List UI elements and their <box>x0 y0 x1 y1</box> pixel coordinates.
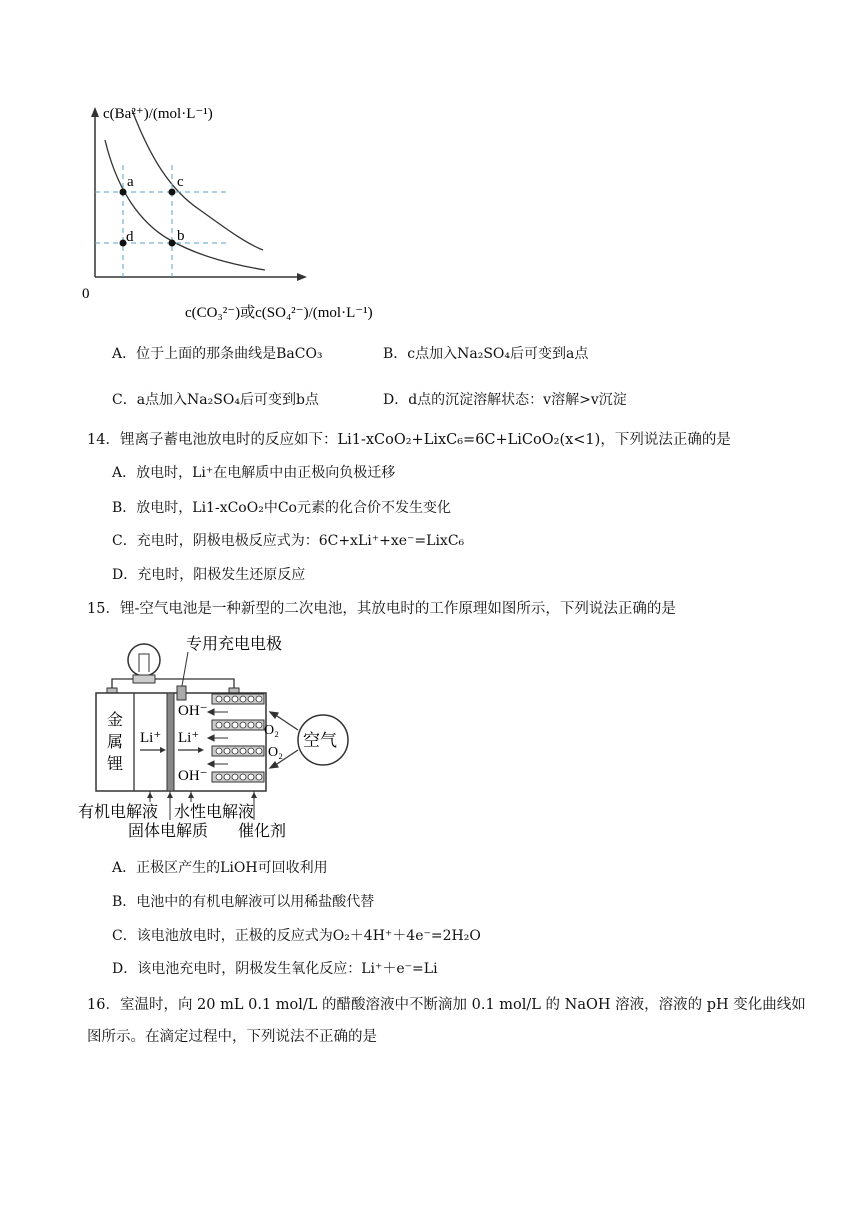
metal-li-3: 锂 <box>107 756 124 773</box>
pointer-aqueous-head <box>188 792 194 798</box>
q14-option-c: C．充电时，阴极电极反应式为：6C+xLi⁺+xe⁻=LixC₆ <box>112 533 465 549</box>
y-axis-arrow <box>91 107 99 117</box>
solid-label: 固体电解质 <box>128 823 209 840</box>
q14-option-b: B．放电时，Li1-xCoO₂中Co元素的化合价不发生变化 <box>112 500 451 516</box>
q13-option-a: A．位于上面的那条曲线是BaCO₃ <box>112 346 323 362</box>
q14-option-a: A．放电时，Li⁺在电解质中由正极向负极迁移 <box>112 465 396 481</box>
air-label: 空气 <box>303 731 337 750</box>
x-axis-arrow <box>297 273 307 281</box>
point-b <box>169 240 176 247</box>
q15-option-c: C．该电池放电时，正极的反应式为O₂＋4H⁺＋4e⁻=2H₂O <box>112 928 481 944</box>
oh-label-top: OH⁻ <box>178 703 208 719</box>
label-b: b <box>177 228 185 244</box>
q14-stem: 14．锂离子蓄电池放电时的反应如下：Li1-xCoO₂+LixC₆=6C+LiCoO₂(x<1)，下列说法正确的是 <box>87 432 731 448</box>
q15-option-b: B．电池中的有机电解液可以用稀盐酸代替 <box>112 894 375 910</box>
q13-option-b: B．c点加入Na₂SO₄后可变到a点 <box>383 346 589 362</box>
point-c <box>169 189 176 196</box>
label-c: c <box>177 174 184 190</box>
charge-electrode-pointer <box>182 652 188 686</box>
li-air-battery-diagram <box>78 630 398 840</box>
bulb-base <box>133 675 155 683</box>
y-axis-label: c(Ba²⁺)/(mol·L⁻¹) <box>103 106 213 122</box>
pointer-catalyst-head <box>251 792 257 798</box>
o2-label-bottom: O₂ <box>268 745 283 760</box>
q13-option-c: C．a点加入Na₂SO₄后可变到b点 <box>112 392 319 408</box>
li-ion-label-2: Li⁺ <box>178 730 200 746</box>
pointer-organic-head <box>147 792 153 798</box>
solubility-chart <box>75 95 415 330</box>
lower-curve <box>105 140 265 270</box>
aqueous-label: 水性电解液 <box>174 804 255 821</box>
q15-option-a: A．正极区产生的LiOH可回收利用 <box>112 860 328 876</box>
upper-curve <box>132 110 263 250</box>
pointer-solid-head <box>167 792 173 798</box>
q16-line-2: 图所示。在滴定过程中，下列说法不正确的是 <box>87 1029 377 1045</box>
x-axis-label: c(CO₃²⁻)或c(SO₄²⁻)/(mol·L⁻¹) <box>185 305 373 321</box>
o2-label-top: O₂ <box>264 723 279 738</box>
label-d: d <box>126 229 134 245</box>
oh-label-bottom: OH⁻ <box>178 768 208 784</box>
charge-electrode-label: 专用充电电极 <box>186 636 283 653</box>
charge-electrode <box>177 686 186 700</box>
metal-li-2: 属 <box>107 734 124 751</box>
wire-right <box>155 679 234 692</box>
metal-li-1: 金 <box>107 712 124 729</box>
catalyst-label: 催化剂 <box>238 823 287 840</box>
q13-option-d: D．d点的沉淀溶解状态：v溶解>v沉淀 <box>383 392 627 408</box>
point-a <box>120 189 127 196</box>
organic-label: 有机电解液 <box>78 804 159 821</box>
q14-option-d: D．充电时，阳极发生还原反应 <box>112 567 306 583</box>
q16-line-1: 16．室温时，向 20 mL 0.1 mol/L 的醋酸溶液中不断滴加 0.1 mol/L 的 NaOH 溶液，溶液的 pH 变化曲线如 <box>87 997 806 1013</box>
li-ion-label-1: Li⁺ <box>140 730 162 746</box>
label-a: a <box>127 174 134 190</box>
origin-label: 0 <box>82 286 90 302</box>
solid-electrolyte <box>167 693 174 791</box>
q15-option-d: D．该电池充电时，阴极发生氧化反应：Li⁺＋e⁻=Li <box>112 961 438 977</box>
q15-stem: 15．锂-空气电池是一种新型的二次电池，其放电时的工作原理如图所示，下列说法正确的是 <box>87 601 676 617</box>
bulb-icon <box>128 644 160 676</box>
